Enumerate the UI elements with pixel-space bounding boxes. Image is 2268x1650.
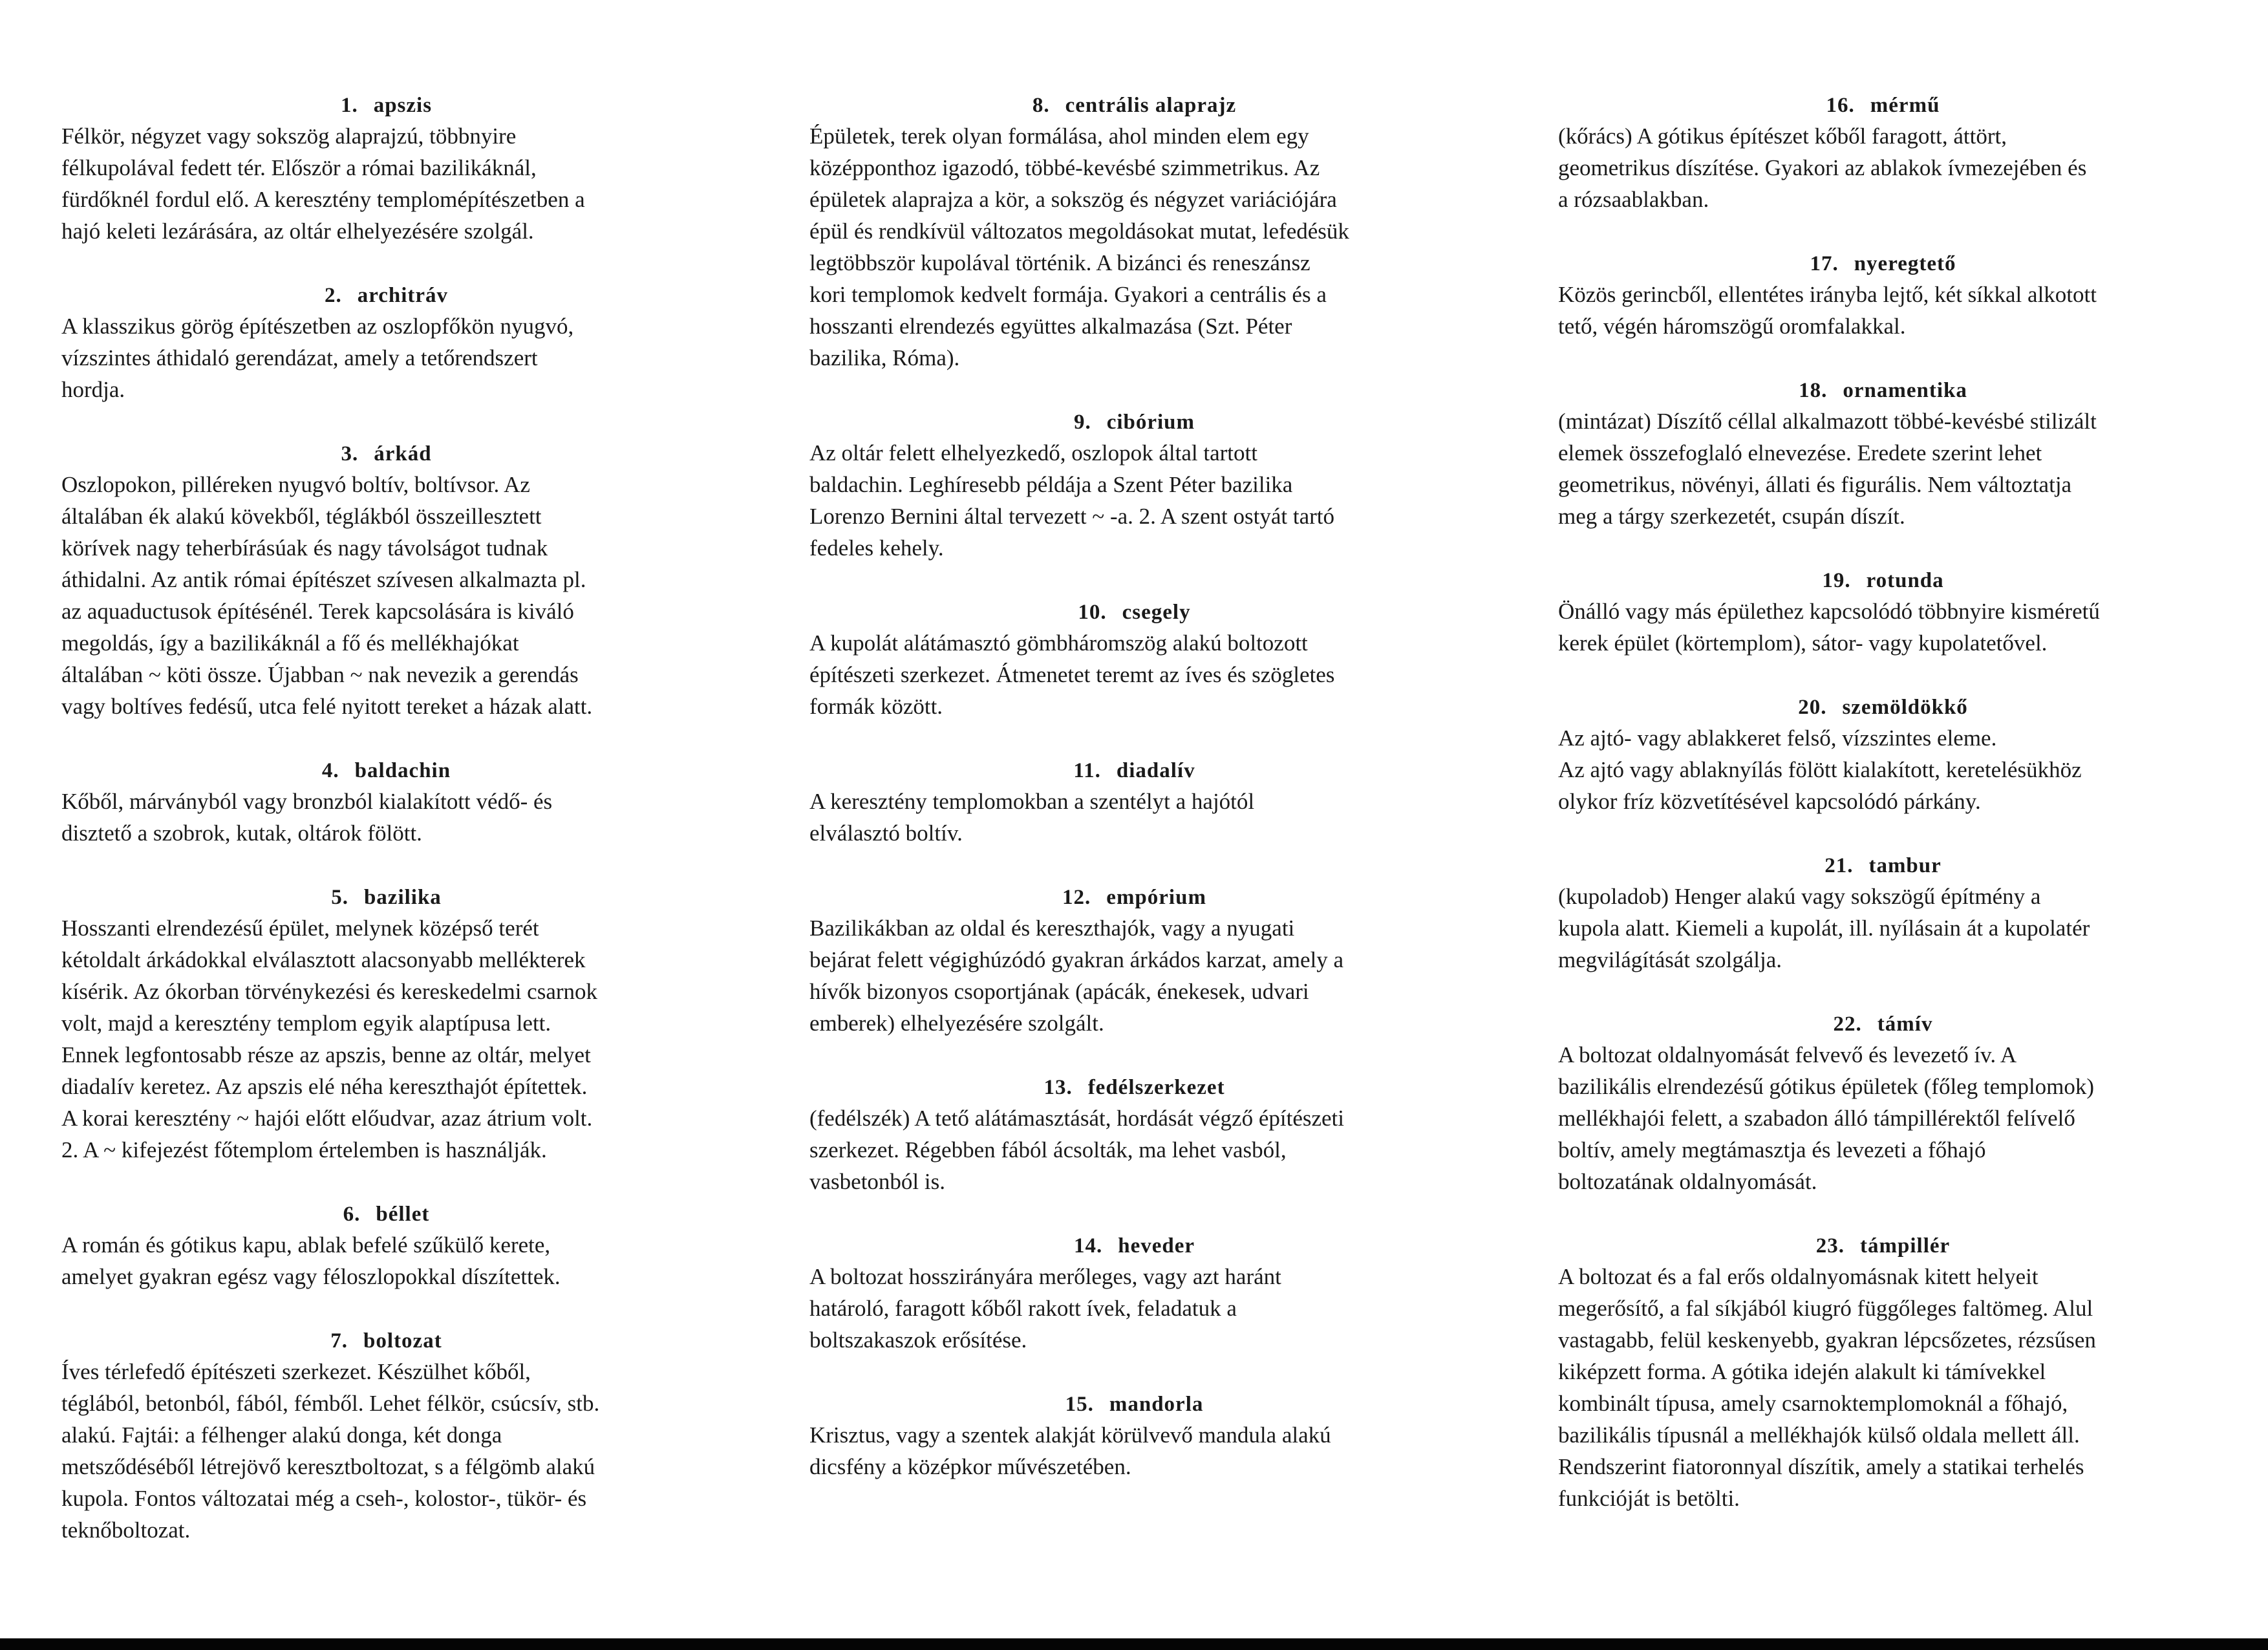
- entry-number: 22.: [1833, 1012, 1862, 1036]
- entry-number: 16.: [1826, 94, 1855, 117]
- entry-definition: [809, 1419, 1459, 1483]
- definition-line: kétoldalt árkádokkal elválasztott alacsonyabb mellékterek: [61, 947, 586, 972]
- entry-term: béllet: [376, 1203, 430, 1226]
- glossary-entry: [61, 439, 711, 722]
- entry-heading: [61, 1326, 711, 1356]
- glossary-entry: [1558, 1231, 2208, 1514]
- definition-line: tető, végén háromszögű oromfalakkal.: [1558, 314, 1906, 339]
- definition-line: bazilikális elrendezésű gótikus épületek (főleg templomok): [1558, 1074, 2095, 1099]
- definition-line: diadalív keretez. Az apszis elé néha kereszthajót építettek.: [61, 1074, 588, 1099]
- definition-line: kerek épület (körtemplom), sátor- vagy kupolatetővel.: [1558, 630, 2048, 656]
- definition-line: Az ajtó- vagy ablakkeret felső, vízszintes eleme.: [1558, 725, 1997, 751]
- entry-term: fedélszerkezet: [1087, 1076, 1225, 1099]
- glossary-entry: [809, 597, 1459, 722]
- definition-line: alakú. Fajtái: a félhenger alakú donga, két donga: [61, 1422, 502, 1448]
- entry-heading: [61, 883, 711, 912]
- entry-definition: [61, 912, 711, 1166]
- definition-line: (kupoladob) Henger alakú vagy sokszögű építmény a: [1558, 884, 2041, 909]
- entry-number: 8.: [1032, 94, 1050, 117]
- entry-definition: [809, 786, 1459, 849]
- entry-definition: [61, 786, 711, 849]
- entry-definition: [1558, 1039, 2208, 1197]
- entry-heading: [61, 439, 711, 469]
- definition-line: geometrikus díszítése. Gyakori az ablakok ívmezejében és: [1558, 155, 2087, 180]
- glossary-column-2: [809, 91, 1459, 1516]
- definition-line: vastagabb, felül keskenyebb, gyakran lépcsőzetes, rézsűsen: [1558, 1327, 2096, 1353]
- entry-definition: [809, 437, 1459, 564]
- glossary-entry: [809, 91, 1459, 374]
- definition-line: boltszakaszok erősítése.: [809, 1327, 1027, 1353]
- definition-line: fürdőknél fordul elő. A keresztény templomépítészetben a: [61, 187, 585, 212]
- glossary-column-1: [61, 91, 711, 1580]
- definition-line: Épületek, terek olyan formálása, ahol minden elem egy: [809, 123, 1309, 149]
- entry-definition: [1558, 595, 2208, 659]
- definition-line: A klasszikus görög építészetben az oszlopfőkön nyugvó,: [61, 314, 574, 339]
- entry-number: 19.: [1822, 569, 1851, 592]
- glossary-entry: [61, 1326, 711, 1546]
- definition-line: A korai keresztény ~ hajói előtt előudvar, azaz átrium volt.: [61, 1106, 593, 1131]
- entry-number: 2.: [324, 284, 342, 307]
- definition-line: Az oltár felett elhelyezkedő, oszlopok által tartott: [809, 440, 1257, 466]
- glossary-entry: [809, 756, 1459, 849]
- glossary-entry: [809, 883, 1459, 1039]
- entry-heading: [61, 91, 711, 120]
- definition-line: hajó keleti lezárására, az oltár elhelyezésére szolgál.: [61, 219, 534, 244]
- entry-definition: [1558, 279, 2208, 342]
- definition-line: elválasztó boltív.: [809, 820, 963, 846]
- entry-term: bazilika: [363, 886, 442, 909]
- glossary-entry: [809, 1389, 1459, 1483]
- definition-line: dicsfény a középkor művészetében.: [809, 1454, 1131, 1479]
- definition-line: amelyet gyakran egész vagy féloszlopokkal díszítettek.: [61, 1264, 561, 1289]
- entry-number: 6.: [343, 1203, 361, 1226]
- glossary-entry: [61, 1199, 711, 1292]
- entry-term: szemöldökkő: [1842, 696, 1968, 719]
- definition-line: Rendszerint fiatoronnyal díszítik, amely a statikai terhelés: [1558, 1454, 2084, 1479]
- entry-definition: [61, 310, 711, 405]
- definition-line: geometrikus, növényi, állati és figurális. Nem változtatja: [1558, 472, 2072, 497]
- entry-definition: [61, 1229, 711, 1292]
- definition-line: áthidalni. Az antik római építészet szívesen alkalmazta pl.: [61, 567, 586, 592]
- definition-line: vasbetonból is.: [809, 1169, 945, 1194]
- entry-term: rotunda: [1866, 569, 1944, 592]
- definition-line: baldachin. Leghíresebb példája a Szent Péter bazilika: [809, 472, 1293, 497]
- definition-line: középponthoz igazodó, többé-kevésbé szimmetrikus. Az: [809, 155, 1320, 180]
- definition-line: kupola alatt. Kiemeli a kupolát, ill. nyílásain át a kupolatér: [1558, 916, 2090, 941]
- definition-line: hívők bizonyos csoportjának (apácák, énekesek, udvari: [809, 979, 1309, 1004]
- definition-line: kísérik. Az ókorban törvénykezési és kereskedelmi csarnok: [61, 979, 598, 1004]
- definition-line: elemek összefoglaló elnevezése. Eredete szerint lehet: [1558, 440, 2042, 466]
- definition-line: A boltozat és a fal erős oldalnyomásnak kitett helyeit: [1558, 1264, 2038, 1289]
- definition-line: funkcióját is betölti.: [1558, 1486, 1740, 1511]
- definition-line: boltív, amely megtámasztja és levezeti a főhajó: [1558, 1137, 1986, 1162]
- entry-number: 4.: [321, 759, 339, 782]
- entry-term: csegely: [1122, 601, 1191, 624]
- entry-number: 15.: [1065, 1393, 1094, 1416]
- entry-term: támpillér: [1860, 1234, 1951, 1258]
- definition-line: épületek alaprajza a kör, a sokszög és négyzet variációjára: [809, 187, 1337, 212]
- entry-term: baldachin: [354, 759, 451, 782]
- entry-heading: [809, 1389, 1459, 1419]
- glossary-entry: [61, 281, 711, 405]
- definition-line: metsződéséből létrejövő keresztboltozat, s a félgömb alakú: [61, 1454, 595, 1479]
- entry-definition: [809, 120, 1459, 374]
- entry-number: 20.: [1798, 696, 1827, 719]
- entry-term: cibórium: [1106, 411, 1195, 434]
- entry-heading: [61, 1199, 711, 1229]
- definition-line: kombinált típusa, amely csarnoktemplomoknál a főhajó,: [1558, 1391, 2068, 1416]
- entry-number: 12.: [1062, 886, 1091, 909]
- definition-line: (mintázat) Díszítő céllal alkalmazott többé-kevésbé stilizált: [1558, 409, 2097, 434]
- entry-number: 11.: [1073, 759, 1101, 782]
- entry-heading: [61, 756, 711, 786]
- definition-line: 2. A ~ kifejezést főtemplom értelemben is használják.: [61, 1137, 547, 1162]
- glossary-entry: [61, 883, 711, 1166]
- definition-line: mellékhajói felett, a szabadon álló támpillérektől felívelő: [1558, 1106, 2075, 1131]
- definition-line: épül és rendkívül változatos megoldásokat mutat, lefedésük: [809, 219, 1349, 244]
- entry-definition: [809, 627, 1459, 722]
- definition-line: formák között.: [809, 694, 943, 719]
- definition-line: (kőrács) A gótikus építészet kőből faragott, áttört,: [1558, 123, 2007, 149]
- definition-line: Bazilikákban az oldal és kereszthajók, vagy a nyugati: [809, 916, 1295, 941]
- entry-heading: [1558, 91, 2208, 120]
- entry-number: 3.: [341, 442, 359, 466]
- entry-heading: [809, 407, 1459, 437]
- glossary-entry: [1558, 851, 2208, 976]
- glossary-entry: [1558, 566, 2208, 659]
- glossary-entry: [61, 91, 711, 247]
- entry-term: árkád: [374, 442, 432, 466]
- definition-line: Kőből, márványból vagy bronzból kialakított védő- és: [61, 789, 553, 814]
- entry-term: diadalív: [1116, 759, 1195, 782]
- definition-line: bejárat felett végighúzódó gyakran árkádos karzat, amely a: [809, 947, 1344, 972]
- entry-number: 23.: [1815, 1234, 1845, 1258]
- definition-line: Hosszanti elrendezésű épület, melynek középső terét: [61, 916, 539, 941]
- entry-heading: [1558, 566, 2208, 595]
- entry-heading: [809, 91, 1459, 120]
- entry-term: mandorla: [1109, 1393, 1204, 1416]
- entry-definition: [61, 469, 711, 722]
- entry-definition: [809, 1261, 1459, 1356]
- entry-heading: [809, 1073, 1459, 1102]
- entry-term: támív: [1877, 1012, 1933, 1036]
- definition-line: (fedélszék) A tető alátámasztását, hordását végző építészeti: [809, 1106, 1344, 1131]
- entry-number: 7.: [330, 1329, 348, 1353]
- definition-line: Ennek legfontosabb része az apszis, benne az oltár, melyet: [61, 1042, 591, 1067]
- entry-number: 18.: [1799, 379, 1828, 402]
- definition-line: teknőboltozat.: [61, 1517, 191, 1543]
- entry-definition: [1558, 1261, 2208, 1514]
- definition-line: megvilágítását szolgálja.: [1558, 947, 1782, 972]
- definition-line: hordja.: [61, 377, 125, 402]
- entry-definition: [1558, 722, 2208, 817]
- entry-number: 21.: [1824, 854, 1854, 877]
- definition-line: szerkezet. Régebben fából ácsolták, ma lehet vasból,: [809, 1137, 1287, 1162]
- definition-line: kiképzett forma. A gótika idején alakult ki támívekkel: [1558, 1359, 2046, 1384]
- entry-number: 13.: [1043, 1076, 1073, 1099]
- glossary-entry: [809, 1231, 1459, 1356]
- entry-term: centrális alaprajz: [1065, 94, 1237, 117]
- definition-line: kupola. Fontos változatai még a cseh-, kolostor-, tükör- és: [61, 1486, 587, 1511]
- glossary-entry: [1558, 692, 2208, 817]
- glossary-entry: [809, 407, 1459, 564]
- definition-line: Félkör, négyzet vagy sokszög alaprajzú, többnyire: [61, 123, 517, 149]
- entry-number: 5.: [331, 886, 348, 909]
- entry-heading: [1558, 692, 2208, 722]
- entry-number: 10.: [1078, 601, 1107, 624]
- entry-term: empórium: [1106, 886, 1206, 909]
- definition-line: a rózsaablakban.: [1558, 187, 1709, 212]
- entry-definition: [809, 912, 1459, 1039]
- definition-line: vízszintes áthidaló gerendázat, amely a tetőrendszert: [61, 345, 538, 370]
- definition-line: volt, majd a keresztény templom egyik alaptípusa lett.: [61, 1011, 551, 1036]
- entry-definition: [809, 1102, 1459, 1197]
- definition-line: bazilika, Róma).: [809, 345, 960, 370]
- entry-heading: [809, 597, 1459, 627]
- entry-number: 1.: [340, 94, 358, 117]
- definition-line: Lorenzo Bernini által tervezett ~ -a. 2. A szent ostyát tartó: [809, 504, 1334, 529]
- entry-definition: [1558, 405, 2208, 532]
- entry-term: architráv: [357, 284, 449, 307]
- definition-line: A boltozat hosszirányára merőleges, vagy azt haránt: [809, 1264, 1281, 1289]
- entry-heading: [61, 281, 711, 310]
- definition-line: legtöbbször kupolával történik. A bizánci és reneszánsz: [809, 250, 1311, 275]
- definition-line: A keresztény templomokban a szentélyt a hajótól: [809, 789, 1255, 814]
- entry-term: ornamentika: [1843, 379, 1967, 402]
- glossary-entry: [1558, 376, 2208, 532]
- definition-line: olykor fríz közvetítésével kapcsolódó párkány.: [1558, 789, 1981, 814]
- entry-heading: [809, 883, 1459, 912]
- definition-line: disztető a szobrok, kutak, oltárok fölött.: [61, 820, 422, 846]
- entry-term: apszis: [373, 94, 433, 117]
- definition-line: megerősítő, a fal síkjából kiugró függőleges faltömeg. Alul: [1558, 1296, 2093, 1321]
- definition-line: általában ~ köti össze. Újabban ~ nak nevezik a gerendás: [61, 662, 579, 687]
- definition-line: kori templomok kedvelt formája. Gyakori a centrális és a: [809, 282, 1327, 307]
- definition-line: emberek) elhelyezésére szolgált.: [809, 1011, 1104, 1036]
- definition-line: Közös gerincből, ellentétes irányba lejtő, két síkkal alkotott: [1558, 282, 2097, 307]
- entry-definition: [1558, 120, 2208, 215]
- definition-line: Önálló vagy más épülethez kapcsolódó többnyire kisméretű: [1558, 599, 2100, 624]
- definition-line: általában ék alakú kövekből, téglákból összeillesztett: [61, 504, 542, 529]
- definition-line: fedeles kehely.: [809, 535, 944, 561]
- definition-line: Oszlopokon, pilléreken nyugvó boltív, boltívsor. Az: [61, 472, 530, 497]
- definition-line: vagy boltíves fedésű, utca felé nyitott tereket a házak alatt.: [61, 694, 593, 719]
- glossary-entry: [1558, 249, 2208, 342]
- entry-heading: [1558, 376, 2208, 405]
- entry-definition: [61, 1356, 711, 1546]
- definition-line: boltozatának oldalnyomását.: [1558, 1169, 1817, 1194]
- definition-line: bazilikális típusnál a mellékhajók külső oldala mellett áll.: [1558, 1422, 2080, 1448]
- definition-line: Krisztus, vagy a szentek alakját körülvevő mandula alakú: [809, 1422, 1331, 1448]
- entry-heading: [1558, 1231, 2208, 1261]
- entry-heading: [1558, 249, 2208, 279]
- glossary-entry: [1558, 91, 2208, 215]
- entry-number: 17.: [1810, 252, 1839, 275]
- definition-line: téglából, betonból, fából, fémből. Lehet félkör, csúcsív, stb.: [61, 1391, 600, 1416]
- definition-line: megoldás, így a bazilikáknál a fő és mellékhajókat: [61, 630, 519, 656]
- definition-line: építészeti szerkezet. Átmenetet teremt az íves és szögletes: [809, 662, 1335, 687]
- definition-line: A román és gótikus kapu, ablak befelé szűkülő kerete,: [61, 1232, 551, 1258]
- definition-line: A boltozat oldalnyomását felvevő és levezető ív. A: [1558, 1042, 2017, 1067]
- entry-term: mérmű: [1870, 94, 1940, 117]
- entry-term: heveder: [1118, 1234, 1195, 1258]
- definition-line: A kupolát alátámasztó gömbháromszög alakú boltozott: [809, 630, 1308, 656]
- definition-line: határoló, faragott kőből rakott ívek, feladatuk a: [809, 1296, 1237, 1321]
- definition-line: hosszanti elrendezés együttes alkalmazása (Szt. Péter: [809, 314, 1292, 339]
- definition-line: meg a tárgy szerkezetét, csupán díszít.: [1558, 504, 1905, 529]
- definition-line: az aquaductusok építésénél. Terek kapcsolására is kiváló: [61, 599, 574, 624]
- glossary-entry: [809, 1073, 1459, 1197]
- entry-number: 14.: [1073, 1234, 1103, 1258]
- entry-term: tambur: [1868, 854, 1942, 877]
- entry-definition: [1558, 881, 2208, 976]
- definition-line: körívek nagy teherbírásúak és nagy távolságot tudnak: [61, 535, 548, 561]
- definition-line: Íves térlefedő építészeti szerkezet. Készülhet kőből,: [61, 1359, 531, 1384]
- entry-heading: [809, 756, 1459, 786]
- entry-number: 9.: [1073, 411, 1091, 434]
- entry-heading: [809, 1231, 1459, 1261]
- glossary-column-3: [1558, 91, 2208, 1548]
- glossary-entry: [1558, 1009, 2208, 1197]
- entry-term: nyeregtető: [1854, 252, 1956, 275]
- entry-definition: [61, 120, 711, 247]
- definition-line: Az ajtó vagy ablaknyílás fölött kialakított, keretelésükhöz: [1558, 757, 2082, 782]
- scan-edge-band: [0, 1638, 2268, 1650]
- entry-heading: [1558, 1009, 2208, 1039]
- entry-heading: [1558, 851, 2208, 881]
- glossary-entry: [61, 756, 711, 849]
- definition-line: félkupolával fedett tér. Először a római bazilikáknál,: [61, 155, 537, 180]
- entry-term: boltozat: [363, 1329, 442, 1353]
